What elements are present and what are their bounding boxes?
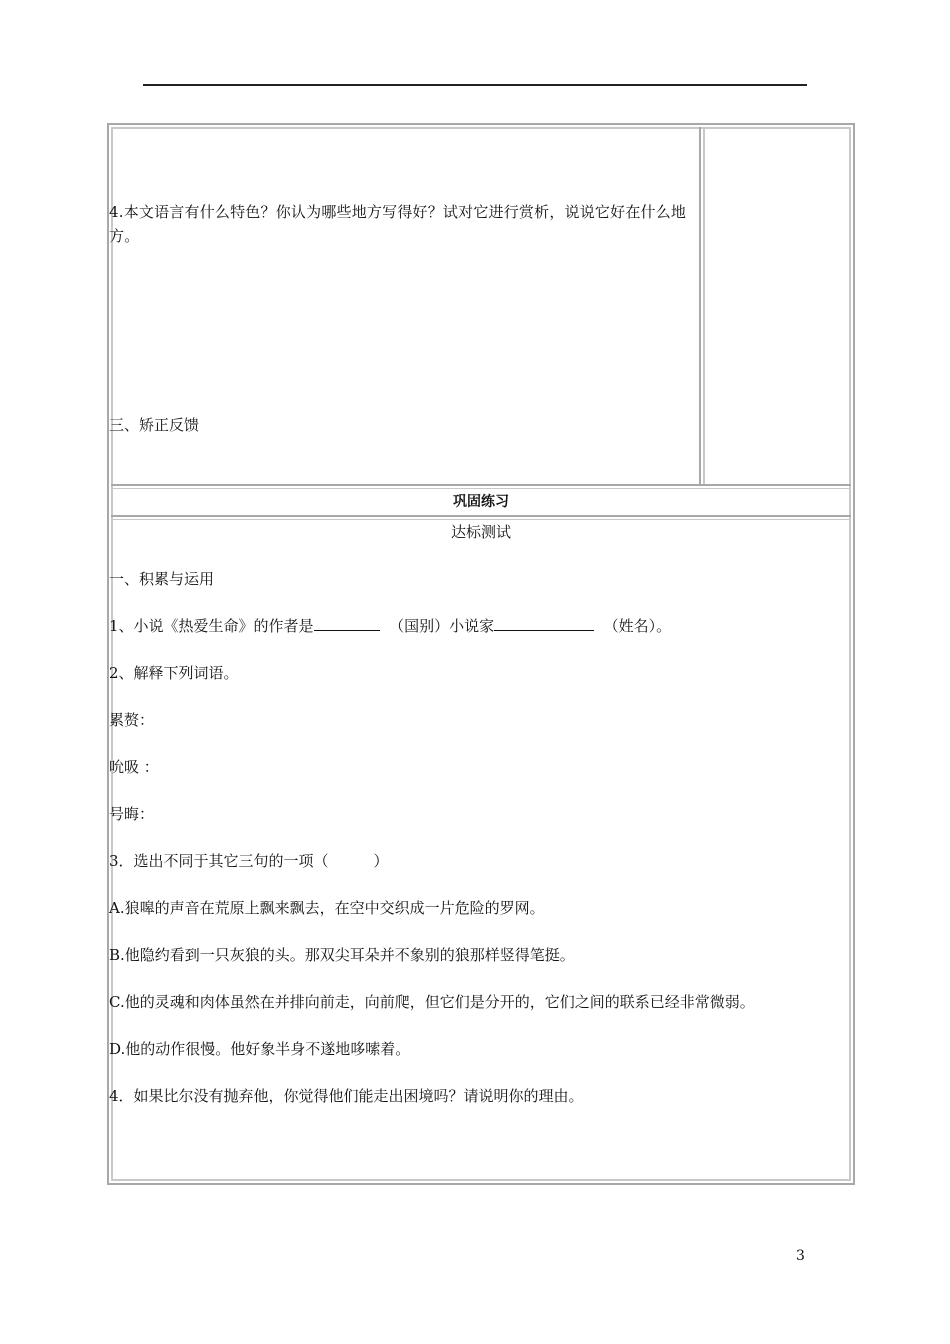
question-2: 2、解释下列词语。 <box>109 664 239 682</box>
question-4: 4．如果比尔没有抛弃他，你觉得他们能走出困境吗？请说明你的理由。 <box>109 1087 584 1105</box>
word-2: 吮吸 ： <box>109 758 159 776</box>
question-1-text: 1、小说《热爱生命》的作者是 <box>109 617 314 635</box>
option-d: D.他的动作很慢。他好象半身不遂地哆嗦着。 <box>109 1040 411 1058</box>
question-1-text-end: （姓名）。 <box>603 617 672 635</box>
practice-subtitle: 达标测试 <box>450 523 511 541</box>
row-divider <box>111 484 851 486</box>
question-1 <box>109 614 671 638</box>
word-1: 累赘： <box>109 711 155 729</box>
page-number: 3 <box>796 1248 805 1264</box>
header-rule <box>143 84 807 86</box>
option-a: A.狼嗥的声音在荒原上飘来飘去，在空中交织成一片危险的罗网。 <box>109 899 545 917</box>
question-1-text-middle: （国别）小说家 <box>389 617 495 635</box>
question-4-language: 4.本文语言有什么特色？你认为哪些地方写得好？试对它进行赏析，说说它好在什么地方。 <box>109 203 687 245</box>
answer-blank-country[interactable] <box>314 616 380 631</box>
column-divider-inner <box>703 127 705 485</box>
section-3-heading: 三、矫正反馈 <box>109 416 200 434</box>
row-divider <box>111 515 851 517</box>
question-3: 3．选出不同于其它三句的一项（ ） <box>109 852 389 870</box>
answer-blank-name[interactable] <box>494 616 594 631</box>
word-3: 号晦： <box>109 805 155 823</box>
practice-title: 巩固练习 <box>453 494 509 510</box>
option-b: B.他隐约看到一只灰狼的头。那双尖耳朵并不象别的狼那样竖得笔挺。 <box>109 946 575 964</box>
option-c: C.他的灵魂和肉体虽然在并排向前走，向前爬，但它们是分开的，它们之间的联系已经非常微弱。 <box>109 993 755 1011</box>
column-divider <box>699 127 701 485</box>
row-divider <box>111 488 851 489</box>
part-1-heading: 一、积累与运用 <box>109 570 215 588</box>
table-frame-inner <box>111 127 851 1181</box>
